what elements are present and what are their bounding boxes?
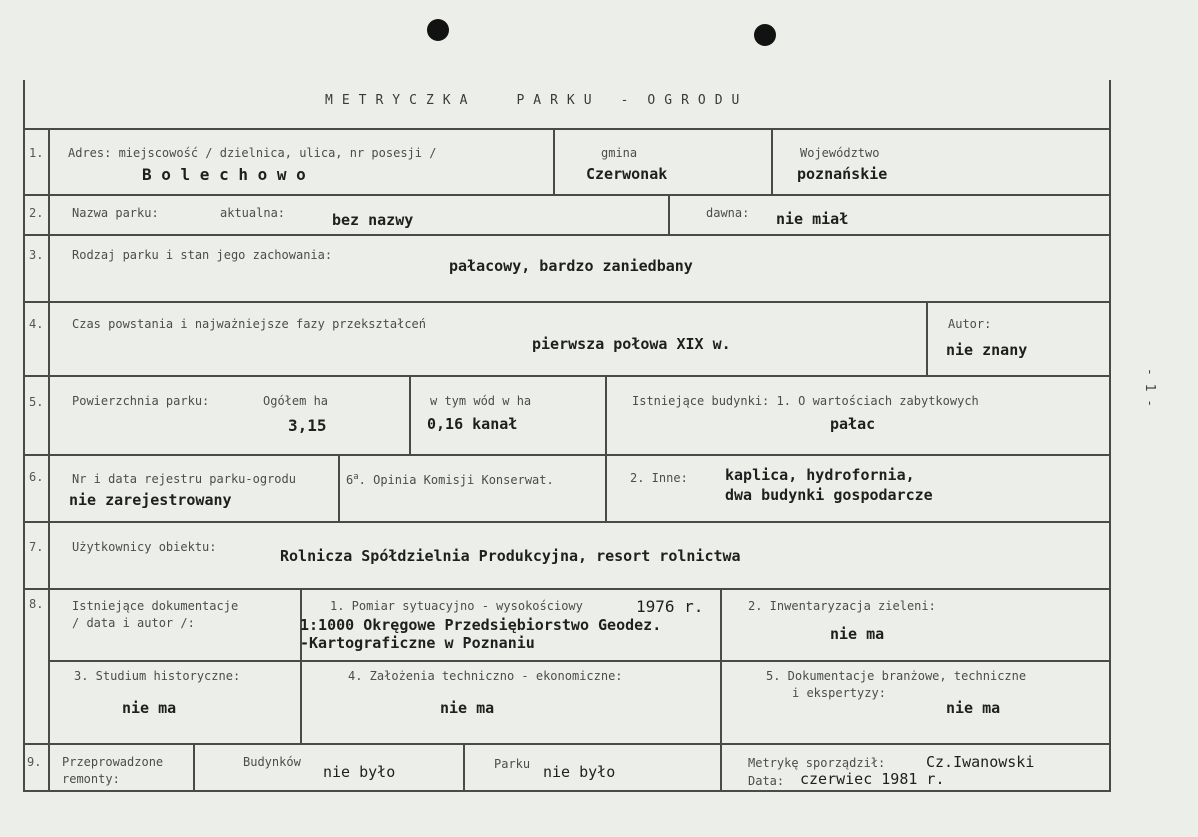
- users-label: Użytkownicy obiektu:: [72, 540, 217, 554]
- row-number-9: 9.: [27, 755, 42, 769]
- page-number: - 1 -: [1142, 368, 1157, 408]
- current-name-label: aktualna:: [220, 206, 286, 220]
- author-value: nie znany: [946, 341, 1028, 359]
- survey-label: 1. Pomiar sytuacyjno - wysokościowy: [330, 599, 583, 613]
- origin-label: Czas powstania i najważniejsze fazy przekształceń: [72, 317, 427, 331]
- park-repairs-value: nie było: [543, 763, 616, 781]
- historic-buildings-label: Istniejące budynki: 1. O wartościach zabytkowych: [632, 394, 979, 408]
- documentation-label-line2: / data i autor /:: [72, 616, 195, 630]
- water-area-label: w tym wód w ha: [430, 394, 532, 408]
- branch-docs-value: nie ma: [946, 699, 1001, 717]
- repairs-label-line1: Przeprowadzone: [62, 755, 164, 769]
- total-area-label: Ogółem ha: [263, 394, 329, 408]
- gmina-value: Czerwonak: [586, 165, 668, 183]
- building-repairs-label: Budynków: [243, 755, 301, 769]
- row-number-2: 2.: [29, 206, 44, 220]
- row-number-6: 6.: [29, 470, 44, 484]
- address-value: B o l e c h o w o: [142, 165, 306, 184]
- documentation-label-line1: Istniejące dokumentacje: [72, 599, 239, 613]
- former-name-label: dawna:: [706, 206, 750, 220]
- origin-value: pierwsza połowa XIX w.: [532, 335, 731, 353]
- technical-assumptions-label: 4. Założenia techniczno - ekonomiczne:: [348, 669, 623, 683]
- gmina-label: gmina: [601, 146, 638, 160]
- historical-study-value: nie ma: [122, 699, 177, 717]
- other-buildings-label: 2. Inne:: [630, 471, 688, 485]
- greenery-inventory-value: nie ma: [830, 625, 885, 643]
- former-name-value: nie miał: [776, 210, 849, 228]
- park-repairs-label: Parku: [494, 757, 531, 771]
- row-number-7: 7.: [29, 540, 44, 554]
- current-name-value: bez nazwy: [332, 211, 414, 229]
- other-buildings-value-1: kaplica, hydrofornia,: [725, 466, 915, 484]
- conservation-opinion-label: 6$^a$. Opinia Komisji Konserwat.: [346, 472, 554, 487]
- park-type-value: pałacowy, bardzo zaniedbany: [449, 257, 693, 275]
- water-area-value: 0,16 kanał: [427, 415, 518, 433]
- wojewodztwo-label: Województwo: [800, 146, 880, 160]
- branch-docs-label-line1: 5. Dokumentacje branżowe, techniczne: [766, 669, 1027, 683]
- punch-hole-left: [427, 19, 449, 41]
- repairs-label-line2: remonty:: [62, 772, 120, 786]
- prepared-by-value: Cz.Iwanowski: [926, 753, 1035, 771]
- park-type-label: Rodzaj parku i stan jego zachowania:: [72, 248, 333, 262]
- greenery-inventory-label: 2. Inwentaryzacja zieleni:: [748, 599, 936, 613]
- date-label: Data:: [748, 774, 785, 788]
- wojewodztwo-value: poznańskie: [797, 165, 888, 183]
- date-value: czerwiec 1981 r.: [800, 770, 945, 788]
- survey-value-line2: -Kartograficzne w Poznaniu: [300, 634, 535, 652]
- register-value: nie zarejestrowany: [69, 491, 232, 509]
- park-name-label: Nazwa parku:: [72, 206, 159, 220]
- survey-year: 1976 r.: [636, 597, 704, 616]
- historical-study-label: 3. Studium historyczne:: [74, 669, 241, 683]
- other-buildings-value-2: dwa budynki gospodarcze: [725, 486, 933, 504]
- address-label: Adres: miejscowość / dzielnica, ulica, nr posesji /: [68, 146, 437, 160]
- row-number-1: 1.: [29, 146, 44, 160]
- register-label: Nr i data rejestru parku-ogrodu: [72, 472, 296, 486]
- historic-buildings-value: pałac: [830, 415, 876, 433]
- row-number-5: 5.: [29, 395, 44, 409]
- branch-docs-label-line2: i ekspertyzy:: [792, 686, 886, 700]
- row-number-3: 3.: [29, 248, 44, 262]
- row-number-8: 8.: [29, 597, 44, 611]
- author-label: Autor:: [948, 317, 992, 331]
- row-number-4: 4.: [29, 317, 44, 331]
- building-repairs-value: nie było: [323, 763, 396, 781]
- users-value: Rolnicza Spółdzielnia Produkcyjna, resort rolnictwa: [280, 547, 741, 565]
- prepared-by-label: Metrykę sporządził:: [748, 756, 886, 770]
- park-area-label: Powierzchnia parku:: [72, 394, 210, 408]
- punch-hole-right: [754, 24, 776, 46]
- total-area-value: 3,15: [288, 416, 327, 435]
- form-title: METRYCZKA PARKU - OGRODU: [325, 93, 749, 108]
- survey-value-line1: 1:1000 Okręgowe Przedsiębiorstwo Geodez.: [300, 616, 662, 634]
- technical-assumptions-value: nie ma: [440, 699, 495, 717]
